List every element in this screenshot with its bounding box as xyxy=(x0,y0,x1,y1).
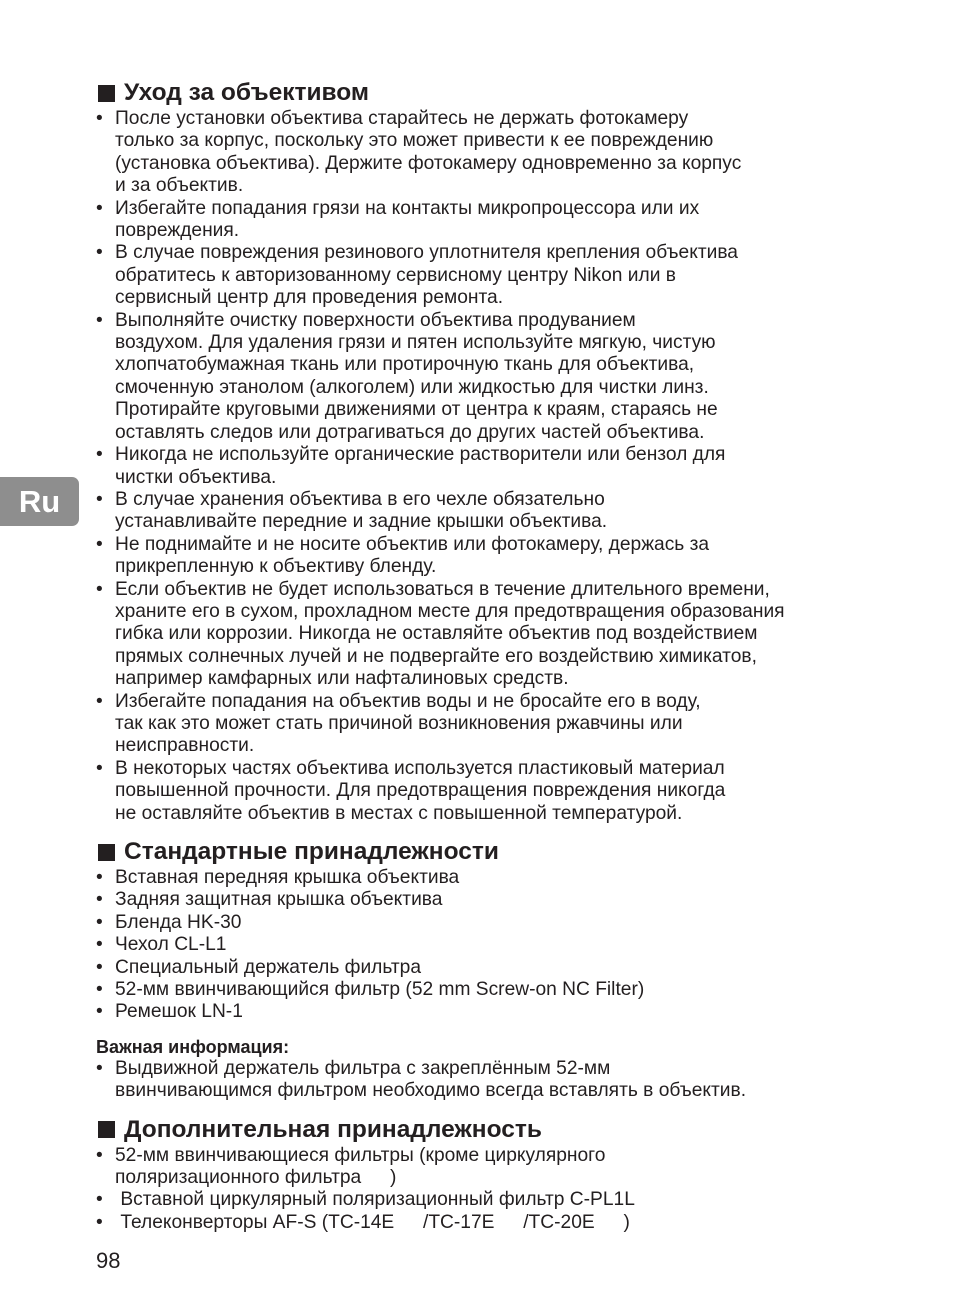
section-title xyxy=(96,837,896,867)
list-item xyxy=(96,934,896,956)
list-item-line: После установки объектива старайтесь не держать фотокамеру xyxy=(115,108,689,129)
list-item-line: хлопчатобумажная ткань или протирочную ткань для объектива, xyxy=(115,354,695,376)
list-item-line: Телеконверторы AF-S (TC-14E /TC-17E /TC-20E ) xyxy=(115,1211,630,1233)
list-item-line: (установка объектива). Держите фотокамеру одновременно за корпус xyxy=(115,152,742,174)
section-standard-accessories xyxy=(96,837,896,1103)
list-item-line: В случае повреждения резинового уплотнителя крепления объектива xyxy=(115,242,738,264)
standard-accessories-list xyxy=(96,867,896,1024)
list-item-line: прикрепленную к объективу бленду. xyxy=(115,556,437,578)
optional-accessories-list xyxy=(96,1145,896,1235)
list-item xyxy=(96,1058,896,1103)
list-item xyxy=(96,1189,896,1211)
square-bullet-icon xyxy=(98,844,115,861)
list-item-text: Задняя защитная крышка объектива xyxy=(115,889,443,911)
list-item-line: Избегайте попадания грязи на контакты микропроцессора или их xyxy=(115,197,700,219)
section-title-text: Стандартные принадлежности xyxy=(124,838,499,865)
list-item-line: обратитесь к авторизованному сервисному центру Nikon или в xyxy=(115,264,676,286)
care-list xyxy=(96,108,896,825)
list-item xyxy=(96,1145,896,1190)
list-item-line: поляризационного фильтра ) xyxy=(115,1167,397,1189)
list-item xyxy=(96,444,896,489)
list-item-line: Не поднимайте и не носите объектив или фотокамеру, держась за xyxy=(115,533,710,555)
list-item-line: Выполняйте очистку поверхности объектива продуванием xyxy=(115,309,636,331)
list-item-line: воздухом. Для удаления грязи и пятен используйте мягкую, чистую xyxy=(115,332,716,354)
list-item-line: повышенной прочности. Для предотвращения повреждения никогда xyxy=(115,780,726,802)
list-item xyxy=(96,108,896,198)
section-optional-accessories xyxy=(96,1115,896,1235)
list-item xyxy=(96,867,896,889)
list-item xyxy=(96,242,896,309)
list-item xyxy=(96,957,896,979)
list-item-text: Чехол CL-L1 xyxy=(115,934,227,956)
list-item-line: ввинчивающимся фильтром необходимо всегда вставлять в объектив. xyxy=(115,1080,747,1102)
list-item-line: В некоторых частях объектива используется пластиковый материал xyxy=(115,757,725,779)
square-bullet-icon xyxy=(98,85,115,102)
list-item-line: повреждения. xyxy=(115,220,240,242)
list-item-line: например камфарных или нафталиновых средств. xyxy=(115,668,569,690)
list-item xyxy=(96,758,896,825)
language-tab: Ru xyxy=(0,477,79,526)
list-item-text: 52-мм ввинчивающийся фильтр (52 mm Screw-on NC Filter) xyxy=(115,979,645,1001)
list-item xyxy=(96,579,896,691)
list-item-text: Ремешок LN-1 xyxy=(115,1001,243,1023)
list-item-line: смоченную этанолом (алкоголем) или жидкостью для чистки линз. xyxy=(115,376,709,398)
section-title-text: Уход за объективом xyxy=(124,79,370,106)
list-item xyxy=(96,1212,896,1234)
section-title xyxy=(96,78,896,108)
list-item xyxy=(96,889,896,911)
list-item-line: и за объектив. xyxy=(115,175,244,197)
list-item xyxy=(96,534,896,579)
page-content xyxy=(96,78,896,1234)
list-item-line: Никогда не используйте органические растворители или бензол для xyxy=(115,444,726,466)
list-item-line: Избегайте попадания на объектив воды и не бросайте его в воду, xyxy=(115,690,701,712)
list-item xyxy=(96,912,896,934)
list-item-line: Выдвижной держатель фильтра с закреплённым 52-мм xyxy=(115,1057,611,1079)
list-item-line: 52-мм ввинчивающиеся фильтры (кроме циркулярного xyxy=(115,1144,606,1166)
list-item xyxy=(96,310,896,444)
list-item-line: не оставляйте объектив в местах с повышенной температурой. xyxy=(115,802,683,824)
page-number: 98 xyxy=(96,1248,121,1273)
list-item-text: Бленда HK-30 xyxy=(115,911,242,933)
list-item-line: только за корпус, поскольку это может привести к ее повреждению xyxy=(115,130,714,152)
section-title xyxy=(96,1115,896,1145)
list-item-line: храните его в сухом, прохладном месте для предотвращения образования xyxy=(115,600,785,622)
list-item-line: так как это может стать причиной возникновения ржавчины или xyxy=(115,712,683,734)
list-item xyxy=(96,198,896,243)
list-item-line: сервисный центр для проведения ремонта. xyxy=(115,287,504,309)
square-bullet-icon xyxy=(98,1121,115,1138)
list-item-line: устанавливайте передние и задние крышки объектива. xyxy=(115,511,608,533)
list-item xyxy=(96,1001,896,1023)
list-item-line: прямых солнечных лучей и не подвергайте его воздействию химикатов, xyxy=(115,645,757,667)
important-note-heading: Важная информация: xyxy=(96,1036,290,1057)
list-item-line: гибка или коррозии. Никогда не оставляйте объектив под воздействием xyxy=(115,623,758,645)
section-lens-care xyxy=(96,78,896,825)
important-note-list xyxy=(96,1058,896,1103)
list-item-line: Вставной циркулярный поляризационный фильтр C-PL1L xyxy=(115,1189,635,1211)
list-item xyxy=(96,489,896,534)
list-item xyxy=(96,979,896,1001)
list-item-line: неисправности. xyxy=(115,735,255,757)
list-item-line: Протирайте круговыми движениями от центра к краям, стараясь не xyxy=(115,399,718,421)
list-item-text: Специальный держатель фильтра xyxy=(115,956,422,978)
list-item-line: чистки объектива. xyxy=(115,466,277,488)
list-item-line: В случае хранения объектива в его чехле обязательно xyxy=(115,488,605,510)
section-title-text: Дополнительная принадлежность xyxy=(124,1115,542,1143)
list-item xyxy=(96,691,896,758)
list-item-text: Вставная передняя крышка объектива xyxy=(115,867,460,888)
list-item-line: оставлять следов или дотрагиваться до других частей объектива. xyxy=(115,421,705,443)
list-item-line: Если объектив не будет использоваться в течение длительного времени, xyxy=(115,578,770,600)
